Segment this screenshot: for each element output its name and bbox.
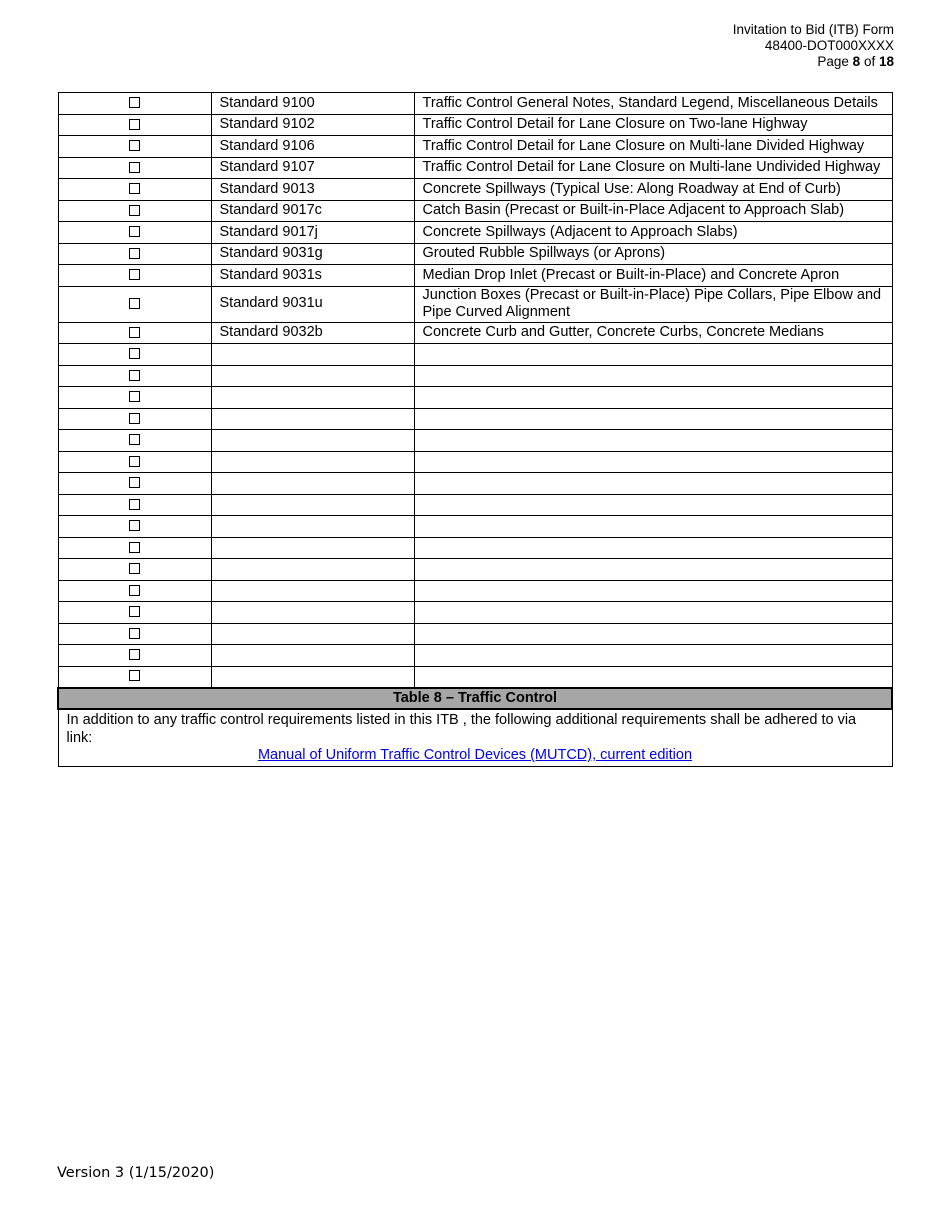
checkbox[interactable] bbox=[129, 499, 140, 510]
standard-cell: Standard 9107 bbox=[211, 157, 414, 179]
standard-cell: Standard 9017c bbox=[211, 200, 414, 222]
checkbox-cell bbox=[58, 602, 211, 624]
table-row bbox=[58, 157, 892, 179]
page-of: of bbox=[863, 54, 876, 69]
standards-table-body bbox=[58, 93, 892, 688]
table-row bbox=[58, 494, 892, 516]
standard-cell bbox=[211, 451, 414, 473]
table-row bbox=[58, 623, 892, 645]
note-text: In addition to any traffic control requirements listed in this ITB , the following additional requirements shall be adhered to via link: bbox=[66, 712, 857, 746]
checkbox[interactable] bbox=[129, 370, 140, 381]
checkbox-cell bbox=[58, 451, 211, 473]
standard-cell: Standard 9100 bbox=[211, 93, 414, 115]
note-row bbox=[58, 709, 892, 766]
checkbox-cell bbox=[58, 559, 211, 581]
checkbox[interactable] bbox=[129, 248, 140, 259]
checkbox[interactable] bbox=[129, 563, 140, 574]
checkbox[interactable] bbox=[129, 269, 140, 280]
table-row bbox=[58, 537, 892, 559]
table-row bbox=[58, 365, 892, 387]
standard-cell bbox=[211, 430, 414, 452]
checkbox-cell bbox=[58, 623, 211, 645]
table-row bbox=[58, 473, 892, 495]
description-cell bbox=[414, 537, 892, 559]
table-row bbox=[58, 222, 892, 244]
standard-cell bbox=[211, 537, 414, 559]
checkbox[interactable] bbox=[129, 391, 140, 402]
checkbox-cell bbox=[58, 516, 211, 538]
standard-cell bbox=[211, 602, 414, 624]
standard-cell bbox=[211, 580, 414, 602]
standard-cell: Standard 9031g bbox=[211, 243, 414, 265]
checkbox-cell bbox=[58, 222, 211, 244]
checkbox-cell bbox=[58, 157, 211, 179]
table-row bbox=[58, 387, 892, 409]
checkbox-cell bbox=[58, 136, 211, 158]
description-cell bbox=[414, 602, 892, 624]
standard-cell bbox=[211, 559, 414, 581]
checkbox[interactable] bbox=[129, 119, 140, 130]
checkbox-cell bbox=[58, 365, 211, 387]
table-row bbox=[58, 666, 892, 688]
checkbox-cell bbox=[58, 494, 211, 516]
description-cell bbox=[414, 645, 892, 667]
checkbox[interactable] bbox=[129, 205, 140, 216]
checkbox-cell bbox=[58, 243, 211, 265]
checkbox-cell bbox=[58, 265, 211, 287]
standard-cell bbox=[211, 645, 414, 667]
checkbox-cell bbox=[58, 666, 211, 688]
table-row bbox=[58, 516, 892, 538]
description-cell: Traffic Control Detail for Lane Closure on Multi-lane Divided Highway bbox=[414, 136, 892, 158]
footer-version: Version 3 (1/15/2020) bbox=[57, 1165, 215, 1181]
description-cell: Median Drop Inlet (Precast or Built-in-Place) and Concrete Apron bbox=[414, 265, 892, 287]
description-cell: Grouted Rubble Spillways (or Aprons) bbox=[414, 243, 892, 265]
checkbox-cell bbox=[58, 408, 211, 430]
table-row bbox=[58, 136, 892, 158]
table-row bbox=[58, 200, 892, 222]
checkbox[interactable] bbox=[129, 140, 140, 151]
description-cell bbox=[414, 365, 892, 387]
standards-table bbox=[57, 92, 893, 767]
table-row bbox=[58, 93, 892, 115]
table-row bbox=[58, 265, 892, 287]
checkbox[interactable] bbox=[129, 670, 140, 681]
standard-cell bbox=[211, 408, 414, 430]
table-row bbox=[58, 286, 892, 322]
description-cell: Catch Basin (Precast or Built-in-Place Adjacent to Approach Slab) bbox=[414, 200, 892, 222]
standard-cell: Standard 9031s bbox=[211, 265, 414, 287]
checkbox-cell bbox=[58, 645, 211, 667]
checkbox[interactable] bbox=[129, 542, 140, 553]
description-cell bbox=[414, 430, 892, 452]
checkbox-cell bbox=[58, 387, 211, 409]
checkbox[interactable] bbox=[129, 97, 140, 108]
checkbox[interactable] bbox=[129, 298, 140, 309]
checkbox[interactable] bbox=[129, 183, 140, 194]
standard-cell: Standard 9017j bbox=[211, 222, 414, 244]
form-title: Invitation to Bid (ITB) Form bbox=[732, 22, 894, 37]
description-cell bbox=[414, 559, 892, 581]
checkbox[interactable] bbox=[129, 162, 140, 173]
standard-cell bbox=[211, 494, 414, 516]
checkbox[interactable] bbox=[129, 413, 140, 424]
checkbox-cell bbox=[58, 93, 211, 115]
standard-cell: Standard 9031u bbox=[211, 286, 414, 322]
checkbox-cell bbox=[58, 580, 211, 602]
checkbox-cell bbox=[58, 114, 211, 136]
standard-cell bbox=[211, 344, 414, 366]
table-row bbox=[58, 430, 892, 452]
checkbox[interactable] bbox=[129, 520, 140, 531]
table-caption-row bbox=[58, 688, 892, 710]
checkbox[interactable] bbox=[129, 628, 140, 639]
standard-cell: Standard 9032b bbox=[211, 322, 414, 344]
description-cell: Concrete Curb and Gutter, Concrete Curbs, Concrete Medians bbox=[414, 322, 892, 344]
checkbox[interactable] bbox=[129, 327, 140, 338]
table-row bbox=[58, 408, 892, 430]
description-cell: Traffic Control Detail for Lane Closure on Two-lane Highway bbox=[414, 114, 892, 136]
table-row bbox=[58, 344, 892, 366]
checkbox-cell bbox=[58, 179, 211, 201]
standard-cell: Standard 9106 bbox=[211, 136, 414, 158]
page-label: Page bbox=[817, 54, 849, 69]
description-cell bbox=[414, 344, 892, 366]
description-cell bbox=[414, 473, 892, 495]
checkbox-cell bbox=[58, 322, 211, 344]
checkbox[interactable] bbox=[129, 348, 140, 359]
page-header bbox=[733, 22, 894, 70]
table-row bbox=[58, 179, 892, 201]
standard-cell: Standard 9102 bbox=[211, 114, 414, 136]
table-row bbox=[58, 451, 892, 473]
checkbox-cell bbox=[58, 473, 211, 495]
description-cell: Concrete Spillways (Adjacent to Approach Slabs) bbox=[414, 222, 892, 244]
checkbox[interactable] bbox=[129, 477, 140, 488]
checkbox-cell bbox=[58, 286, 211, 322]
table-row bbox=[58, 114, 892, 136]
checkbox[interactable] bbox=[129, 649, 140, 660]
checkbox[interactable] bbox=[129, 226, 140, 237]
description-cell: Junction Boxes (Precast or Built-in-Place) Pipe Collars, Pipe Elbow and Pipe Curved Alignment bbox=[414, 286, 892, 322]
standard-cell bbox=[211, 623, 414, 645]
description-cell: Traffic Control Detail for Lane Closure on Multi-lane Undivided Highway bbox=[414, 157, 892, 179]
description-cell bbox=[414, 580, 892, 602]
checkbox-cell bbox=[58, 200, 211, 222]
standard-cell: Standard 9013 bbox=[211, 179, 414, 201]
table-row bbox=[58, 559, 892, 581]
standard-cell bbox=[211, 387, 414, 409]
checkbox[interactable] bbox=[129, 434, 140, 445]
description-cell bbox=[414, 451, 892, 473]
checkbox[interactable] bbox=[129, 606, 140, 617]
checkbox-cell bbox=[58, 344, 211, 366]
description-cell: Concrete Spillways (Typical Use: Along Roadway at End of Curb) bbox=[414, 179, 892, 201]
mutcd-link[interactable]: Manual of Uniform Traffic Control Devices (MUTCD), current edition bbox=[257, 747, 693, 763]
table-row bbox=[58, 602, 892, 624]
form-number: 48400-DOT000XXXX bbox=[764, 38, 894, 53]
description-cell bbox=[414, 666, 892, 688]
table-row bbox=[58, 243, 892, 265]
page-current: 8 bbox=[852, 54, 861, 69]
page-total: 18 bbox=[878, 54, 894, 69]
description-cell bbox=[414, 623, 892, 645]
page-number bbox=[733, 54, 894, 70]
description-cell: Traffic Control General Notes, Standard Legend, Miscellaneous Details bbox=[414, 93, 892, 115]
description-cell bbox=[414, 408, 892, 430]
standard-cell bbox=[211, 666, 414, 688]
checkbox[interactable] bbox=[129, 456, 140, 467]
table-caption: Table 8 – Traffic Control bbox=[58, 688, 892, 710]
standard-cell bbox=[211, 365, 414, 387]
standard-cell bbox=[211, 473, 414, 495]
note-cell bbox=[58, 709, 892, 766]
description-cell bbox=[414, 387, 892, 409]
table-row bbox=[58, 322, 892, 344]
description-cell bbox=[414, 516, 892, 538]
checkbox-cell bbox=[58, 537, 211, 559]
table-row bbox=[58, 645, 892, 667]
description-cell bbox=[414, 494, 892, 516]
table-row bbox=[58, 580, 892, 602]
checkbox[interactable] bbox=[129, 585, 140, 596]
standard-cell bbox=[211, 516, 414, 538]
checkbox-cell bbox=[58, 430, 211, 452]
